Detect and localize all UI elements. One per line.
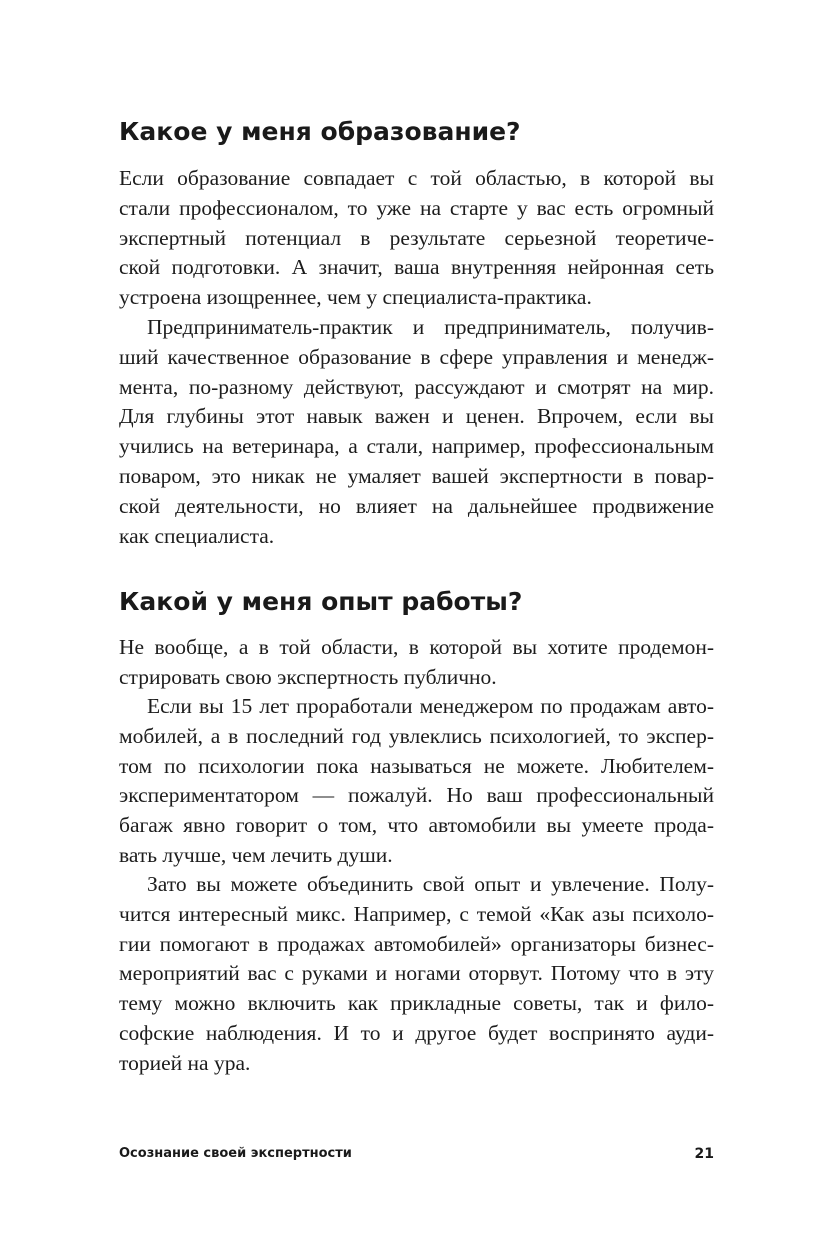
page-number: 21 (694, 1146, 714, 1162)
heading-text: Какое у меня образование? (119, 117, 521, 146)
text-line: экспертный потенциал в результате серьезной теоретиче- (119, 225, 714, 250)
running-title: Осознание своей экспертности (119, 1146, 352, 1161)
text-line: мента, по-разному действуют, рассуждают и смотрят на мир. (119, 374, 714, 399)
text-line: Зато вы можете объединить свой опыт и увлечение. Полу- (147, 872, 714, 896)
paragraph (119, 633, 714, 693)
section-heading-experience (119, 587, 714, 617)
text-line: стрировать свою экспертность публично. (119, 664, 497, 689)
text-line: том по психологии пока называться не можете. Любителем- (119, 753, 714, 778)
text-line: Для глубины этот навык важен и ценен. Впрочем, если вы (119, 404, 714, 429)
text-line: тему можно включить как прикладные советы, так и фило- (119, 991, 714, 1016)
text-line: Если вы 15 лет проработали менеджером по продажам авто- (147, 694, 714, 718)
text-line: чится интересный микс. Например, с темой «Как азы психоло- (119, 901, 714, 926)
text-line: стали профессионалом, то уже на старте у вас есть огромный (119, 195, 714, 220)
text-line: ской подготовки. А значит, ваша внутренняя нейронная сеть (119, 255, 714, 280)
text-line: ший качественное образование в сфере управления и менедж- (119, 344, 714, 369)
text-line: гии помогают в продажах автомобилей» организаторы бизнес- (119, 931, 714, 956)
text-line: багаж явно говорит о том, что автомобили вы умеете прода- (119, 813, 714, 838)
text-line: софские наблюдения. И то и другое будет воспринято ауди- (119, 1020, 714, 1045)
text-line: торией на ура. (119, 1050, 251, 1075)
paragraph (119, 313, 714, 551)
text-line: вать лучше, чем лечить души. (119, 842, 393, 867)
text-line: Предприниматель-практик и предприниматель, получив- (147, 315, 714, 339)
paragraph (119, 692, 714, 871)
text-line: поваром, это никак не умаляет вашей экспертности в повар- (119, 463, 714, 488)
text-line: Если образование совпадает с той областью, в которой вы (119, 166, 714, 190)
text-line: Не вообще, а в той области, в которой вы хотите продемон- (119, 635, 714, 659)
paragraph (119, 164, 714, 313)
heading-text: Какой у меня опыт работы? (119, 587, 523, 616)
text-line: как специалиста. (119, 523, 275, 548)
paragraph (119, 870, 714, 1079)
text-line: экспериментатором — пожалуй. Но ваш профессиональный (119, 783, 714, 808)
text-line: устроена изощреннее, чем у специалиста-практика. (119, 285, 592, 310)
page-footer (119, 1146, 714, 1166)
text-line: учились на ветеринара, а стали, например, профессиональным (119, 434, 714, 459)
text-line: ской деятельности, но влияет на дальнейшее продвижение (119, 493, 714, 518)
text-line: мероприятий вас с руками и ногами оторвут. Потому что в эту (119, 961, 714, 986)
section-heading-education (119, 117, 714, 147)
text-line: мобилей, а в последний год увлеклись психологией, то экспер- (119, 723, 714, 748)
